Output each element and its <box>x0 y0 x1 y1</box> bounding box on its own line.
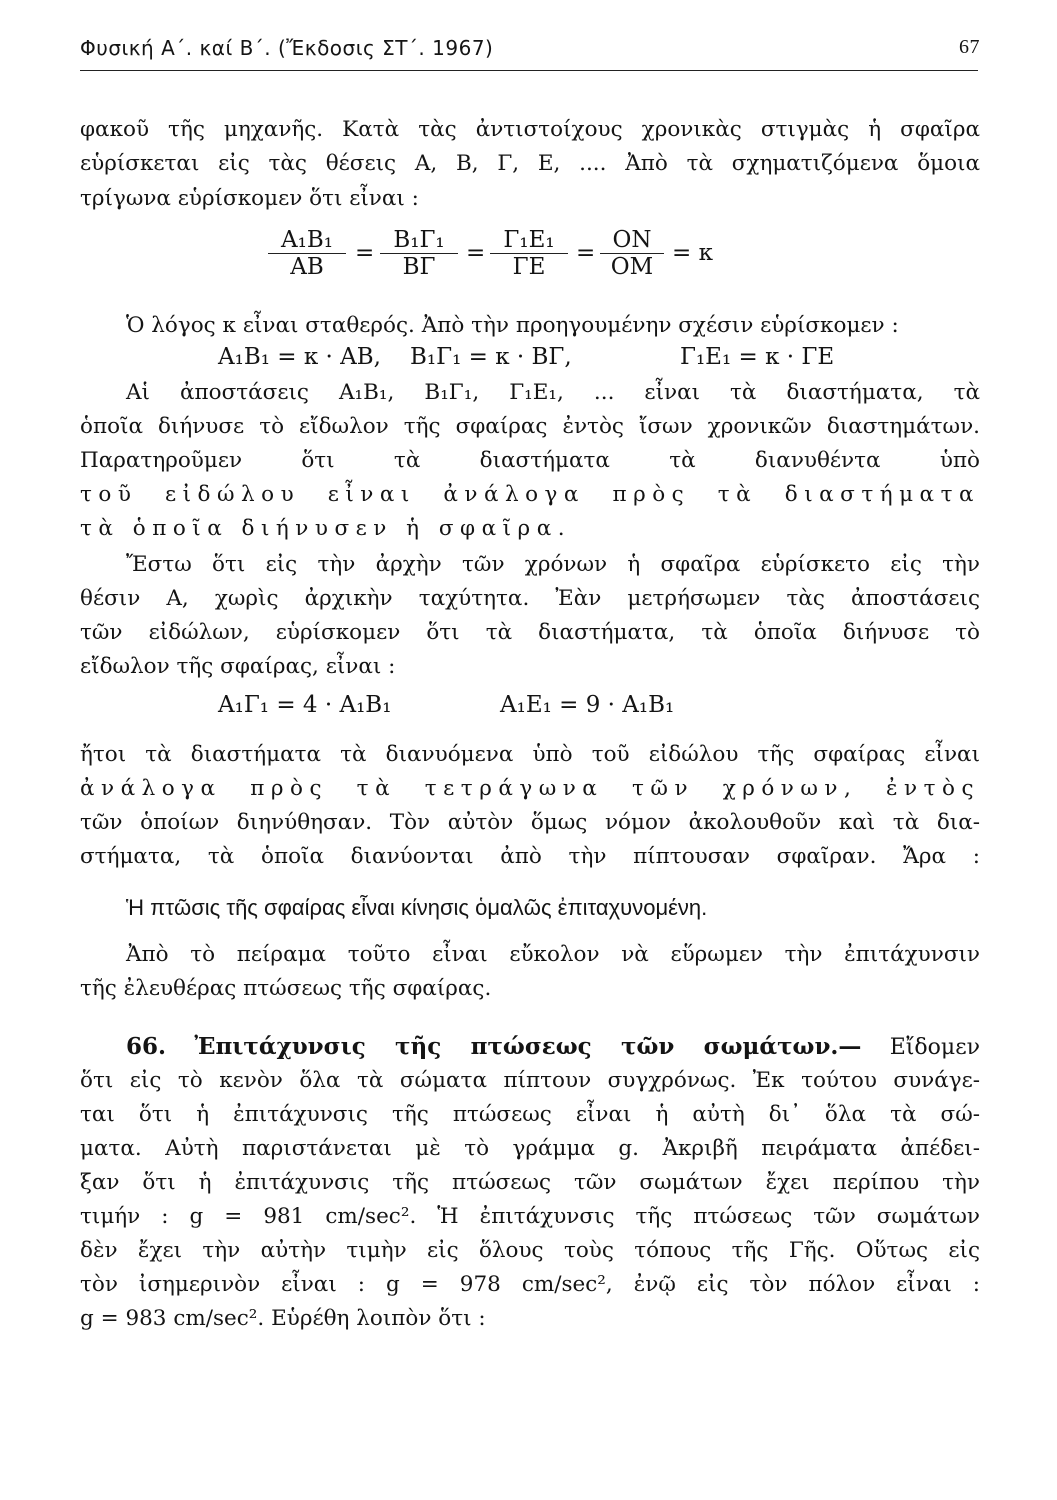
equation: Α₁Ε₁ = 9 · Α₁Β₁ <box>500 692 675 718</box>
text-line: δὲν ἔχει τὴν αὐτὴν τιμὴν εἰς ὅλους τοὺς τόπους τῆς Γῆς. Οὕτως εἰς <box>80 1238 980 1263</box>
law-statement: Ἡ πτῶσις τῆς σφαίρας εἶναι κίνησις ὁμαλῶς ἐπιταχυνομένη. <box>126 895 708 920</box>
fraction-denominator: ΓΕ <box>512 254 546 280</box>
text-line: θέσιν Α, χωρὶς ἀρχικὴν ταχύτητα. Ἐὰν μετρήσωμεν τὰς ἀποστάσεις <box>80 586 980 611</box>
equation: Β₁Γ₁ = κ · ΒΓ, <box>410 344 572 370</box>
fraction-numerator: ΟΝ <box>600 227 664 254</box>
text-line: τοῦ εἰδώλου εἶναι ἀνάλογα πρὸς τὰ διαστήματα <box>80 482 980 507</box>
text-line: Παρατηροῦμεν ὅτι τὰ διαστήματα τὰ διανυθέντα ὑπὸ <box>80 448 980 473</box>
fraction <box>600 227 664 280</box>
text-line: ὁποῖα διήνυσε τὸ εἴδωλον τῆς σφαίρας ἐντὸς ἴσων χρονικῶν διαστημάτων. <box>80 414 980 439</box>
text-line: τῶν εἰδώλων, εὑρίσκομεν ὅτι τὰ διαστήματα, τὰ ὁποῖα διήνυσε τὸ <box>80 620 980 645</box>
text-line: ξαν ὅτι ἡ ἐπιτάχυνσις τῆς πτώσεως τῶν σωμάτων ἔχει περίπου τὴν <box>80 1170 980 1195</box>
text-line: Ἀπὸ τὸ πείραμα τοῦτο εἶναι εὔκολον νὰ εὕρωμεν τὴν ἐπιτάχυνσιν <box>126 942 980 967</box>
text-line: τὸν ἰσημερινὸν εἶναι : g = 978 cm/sec², ἐνῷ εἰς τὸν πόλον εἶναι : <box>80 1272 980 1297</box>
ratio-constant: = κ <box>672 240 713 266</box>
text-line: τῶν ὁποίων διηνύθησαν. Τὸν αὐτὸν ὅμως νόμον ἀκολουθοῦν καὶ τὰ δια- <box>80 810 980 835</box>
fraction <box>380 227 458 280</box>
fraction-numerator: Β₁Γ₁ <box>380 227 458 254</box>
section-number: 66. <box>126 1033 167 1060</box>
fraction-denominator: ΒΓ <box>402 254 436 280</box>
equals-sign: = <box>355 240 375 266</box>
header-title: Φυσική Α΄. καί Β΄. (Ἔκδοσις ΣΤ΄. 1967) <box>80 36 494 60</box>
fraction-numerator: Α₁Β₁ <box>268 227 346 254</box>
text-line: τιμήν : g = 981 cm/sec². Ἡ ἐπιτάχυνσις τῆς πτώσεως τῶν σωμάτων <box>80 1204 980 1229</box>
text-line: ἤτοι τὰ διαστήματα τὰ διανυόμενα ὑπὸ τοῦ εἰδώλου τῆς σφαίρας εἶναι <box>80 742 980 767</box>
text-line: Ὁ λόγος κ εἶναι σταθερός. Ἀπὸ τὴν προηγουμένην σχέσιν εὑρίσκομεν : <box>126 313 899 338</box>
text-line: ται ὅτι ἡ ἐπιτάχυνσις τῆς πτώσεως εἶναι ἡ αὐτὴ δι᾽ ὅλα τὰ σώ- <box>80 1102 980 1127</box>
fraction-denominator: ΟΜ <box>610 254 654 280</box>
equals-sign: = <box>576 240 596 266</box>
header-rule <box>80 70 978 71</box>
text-line: Αἱ ἀποστάσεις Α₁Β₁, Β₁Γ₁, Γ₁Ε₁, ... εἶναι τὰ διαστήματα, τὰ <box>126 380 980 405</box>
section-title: Ἐπιτάχυνσις τῆς πτώσεως τῶν σωμάτων.— <box>194 1033 862 1060</box>
fraction <box>268 227 346 280</box>
text-line: εὑρίσκεται εἰς τὰς θέσεις Α, Β, Γ, Ε, .... Ἀπὸ τὰ σχηματιζόμενα ὅμοια <box>80 151 980 176</box>
equation: Α₁Β₁ = κ · ΑΒ, <box>218 344 381 370</box>
running-header <box>80 36 980 64</box>
text-line: τρίγωνα εὑρίσκομεν ὅτι εἶναι : <box>80 186 419 211</box>
text-line: ὅτι εἰς τὸ κενὸν ὅλα τὰ σώματα πίπτουν συγχρόνως. Ἐκ τούτου συνάγε- <box>80 1068 980 1093</box>
text-line: g = 983 cm/sec². Εὑρέθη λοιπὸν ὅτι : <box>80 1306 486 1331</box>
equals-sign: = <box>466 240 486 266</box>
equation: Γ₁Ε₁ = κ · ΓΕ <box>680 344 835 370</box>
section-first-words: Εἴδομεν <box>889 1035 980 1060</box>
fraction-numerator: Γ₁Ε₁ <box>490 227 568 254</box>
equation: Α₁Γ₁ = 4 · Α₁Β₁ <box>218 692 392 718</box>
fraction <box>490 227 568 280</box>
text-line: φακοῦ τῆς μηχανῆς. Κατὰ τὰς ἀντιστοίχους χρονικὰς στιγμὰς ἡ σφαῖρα <box>80 117 980 142</box>
text-line: Ἔστω ὅτι εἰς τὴν ἀρχὴν τῶν χρόνων ἡ σφαῖρα εὑρίσκετο εἰς τὴν <box>126 552 980 577</box>
text-line: τὰ ὁποῖα διήνυσεν ἡ σφαῖρα. <box>80 516 572 541</box>
fraction-denominator: ΑΒ <box>290 254 324 280</box>
text-line: ματα. Αὐτὴ παριστάνεται μὲ τὸ γράμμα g. Ἀκριβῆ πειράματα ἀπέδει- <box>80 1136 980 1161</box>
section-heading <box>126 1032 980 1063</box>
text-line: στήματα, τὰ ὁποῖα διανύονται ἀπὸ τὴν πίπτουσαν σφαῖραν. Ἄρα : <box>80 844 980 869</box>
page-number: 67 <box>959 36 980 58</box>
text-line: εἴδωλον τῆς σφαίρας, εἶναι : <box>80 654 396 679</box>
text-line: ἀνάλογα πρὸς τὰ τετράγωνα τῶν χρόνων, ἐντὸς <box>80 776 980 801</box>
text-line: τῆς ἐλευθέρας πτώσεως τῆς σφαίρας. <box>80 976 492 1001</box>
